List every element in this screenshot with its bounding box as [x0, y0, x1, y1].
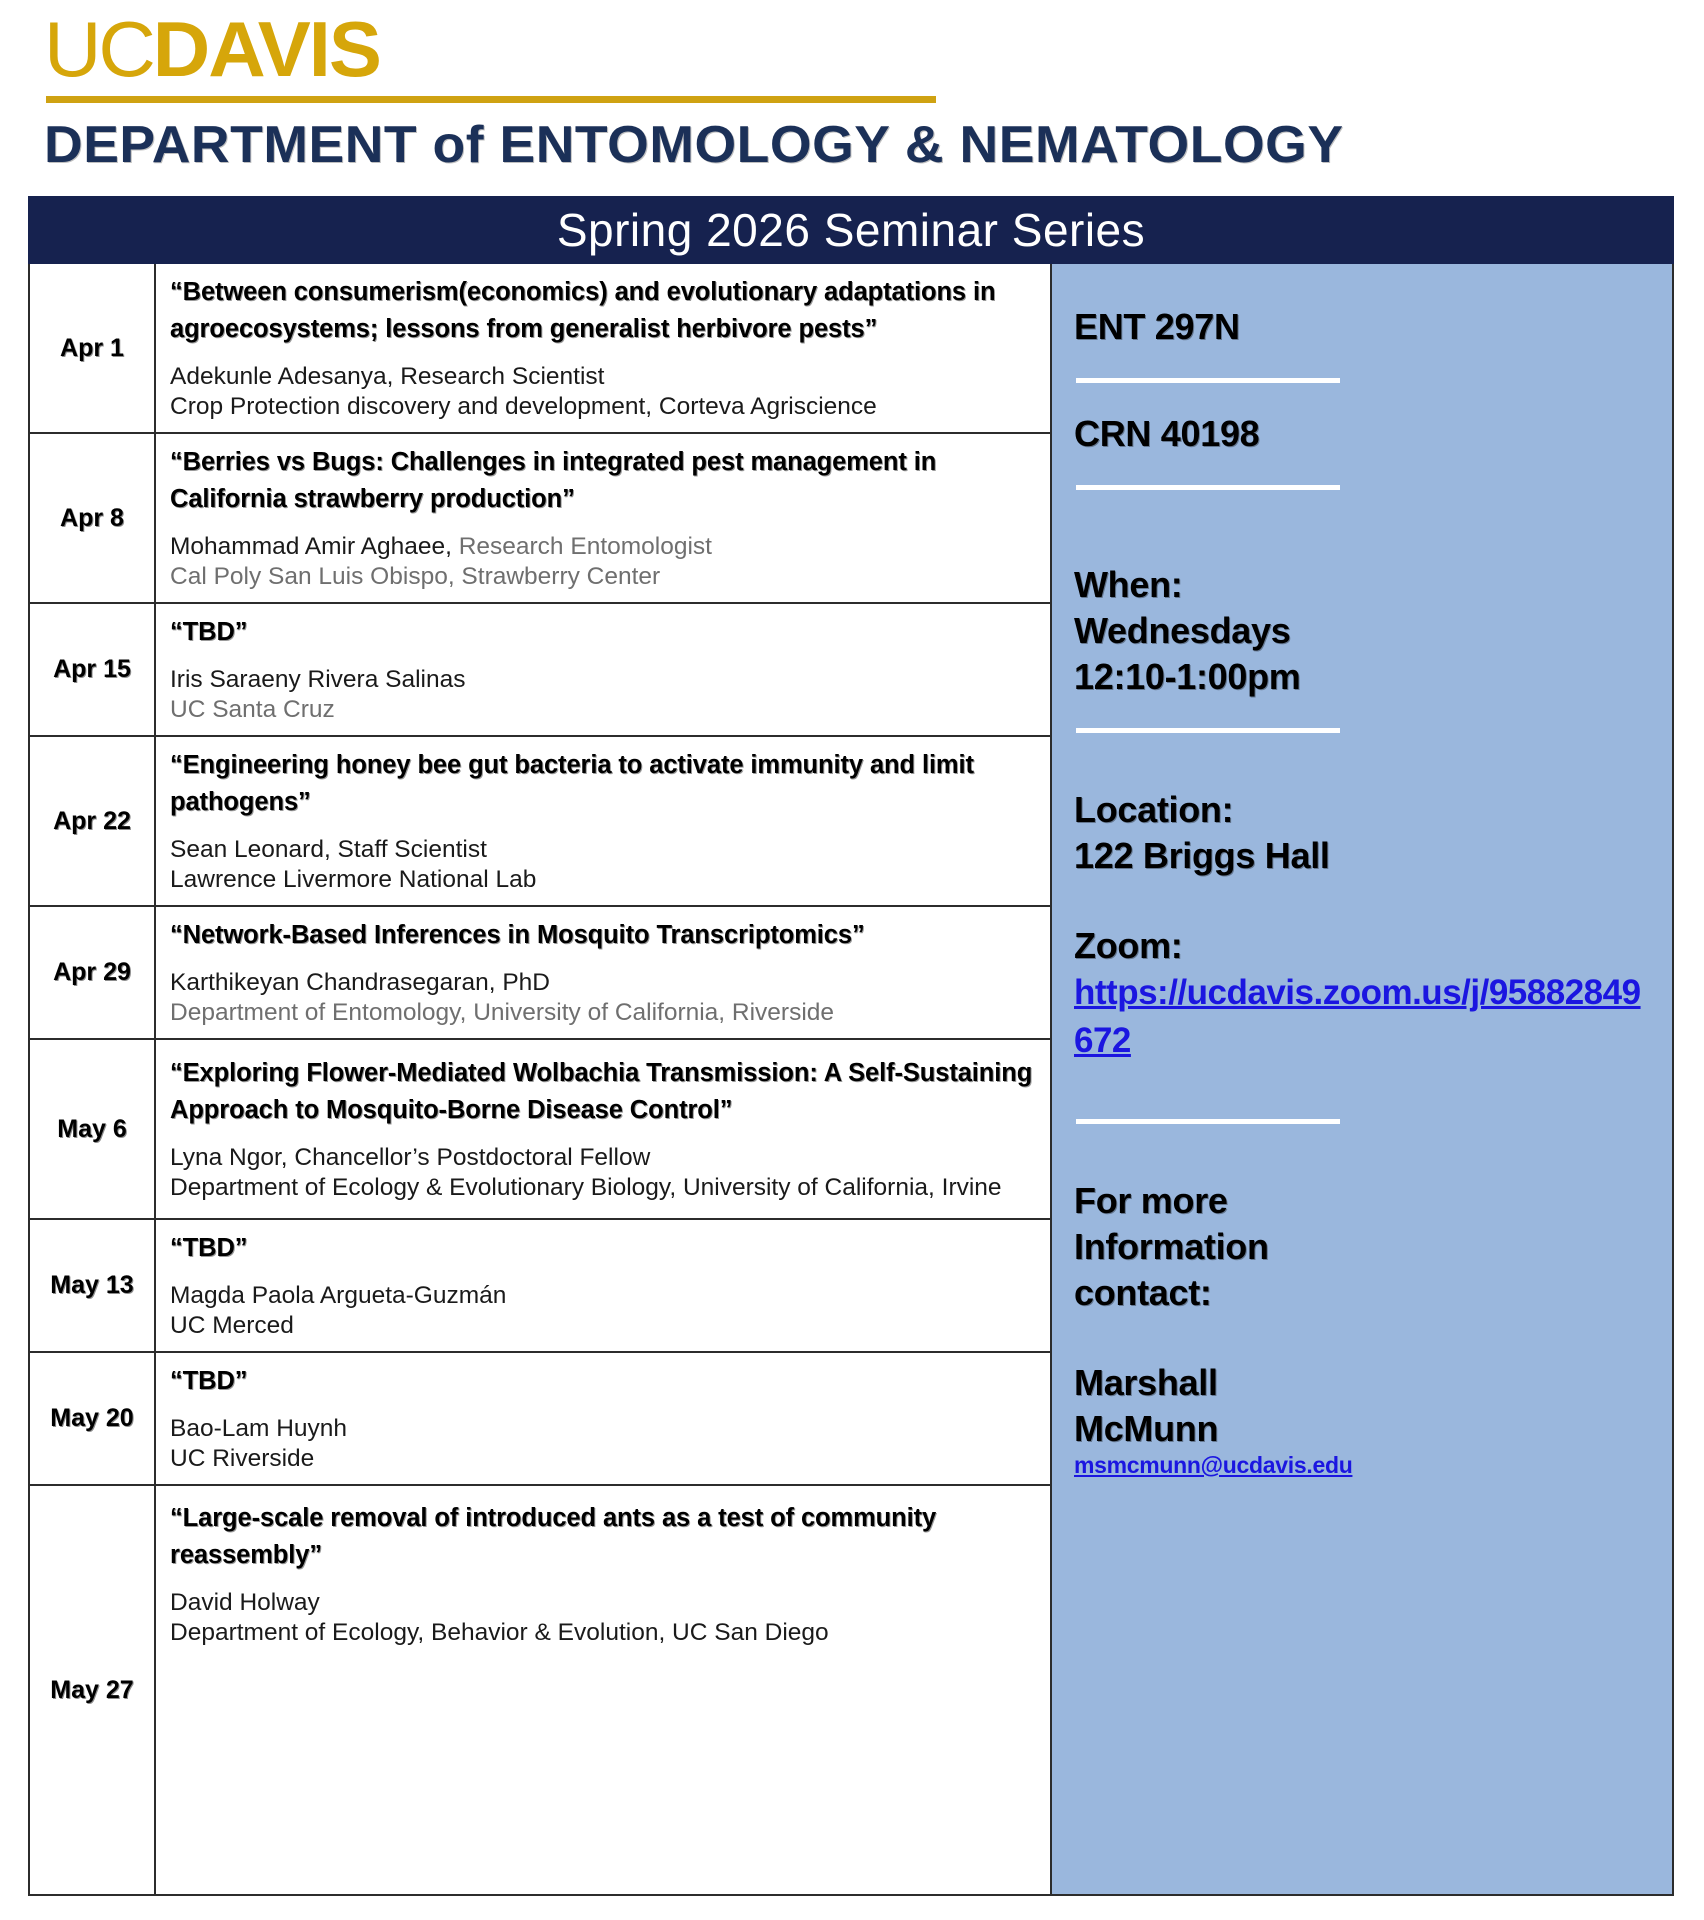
- course-crn: CRN 40198: [1074, 413, 1260, 454]
- talk-title: “Network-Based Inferences in Mosquito Transcriptomics”: [170, 921, 865, 949]
- speaker-affiliation: Department of Ecology, Behavior & Evolution, UC San Diego: [170, 1619, 829, 1646]
- uc-davis-logo-prefix: UC: [44, 5, 153, 93]
- contact-label-line1: For more: [1074, 1180, 1228, 1221]
- zoom-link[interactable]: https://ucdavis.zoom.us/j/95882849672: [1074, 973, 1641, 1060]
- spacer: [1074, 518, 1648, 562]
- table-row: [30, 1353, 1050, 1486]
- row-details: [156, 1486, 1050, 1894]
- speaker-affiliation: UC Merced: [170, 1312, 294, 1339]
- row-details: [156, 1220, 1050, 1351]
- row-details: [156, 434, 1050, 602]
- table-row: [30, 264, 1050, 434]
- speaker-block: [170, 362, 1038, 422]
- speaker-block: [170, 1281, 1038, 1341]
- table-row: [30, 1220, 1050, 1353]
- speaker-affiliation: UC Santa Cruz: [170, 696, 335, 723]
- table-row: [30, 434, 1050, 604]
- table-row: [30, 907, 1050, 1040]
- speaker-affiliation: Cal Poly San Luis Obispo, Strawberry Center: [170, 563, 661, 590]
- location-label: Location:: [1074, 789, 1234, 830]
- spacer: [1074, 761, 1648, 787]
- speaker-name: Sean Leonard, Staff Scientist: [170, 836, 487, 863]
- speaker-affiliation: Crop Protection discovery and development, Corteva Agriscience: [170, 393, 877, 420]
- when-label: When:: [1074, 564, 1183, 605]
- row-date: Apr 15: [30, 604, 156, 735]
- row-details: [156, 1040, 1050, 1218]
- contact-name-line2: McMunn: [1074, 1408, 1219, 1449]
- speaker-name: Adekunle Adesanya, Research Scientist: [170, 363, 605, 390]
- speaker-block: [170, 665, 1038, 725]
- spacer: [1074, 879, 1648, 923]
- speaker-affiliation: Lawrence Livermore National Lab: [170, 866, 537, 893]
- seminar-sheet: [28, 264, 1674, 1896]
- row-date: Apr 8: [30, 434, 156, 602]
- speaker-role-text: Research Entomologist: [458, 533, 712, 560]
- speaker-block: [170, 1414, 1038, 1474]
- row-date: Apr 22: [30, 737, 156, 905]
- sidebar-divider: [1076, 1119, 1340, 1124]
- table-row: [30, 737, 1050, 907]
- branding-header: [0, 0, 1704, 173]
- sidebar-divider: [1076, 485, 1340, 490]
- speaker-name-text: Mohammad Amir Aghaee,: [170, 533, 459, 560]
- location-value: 122 Briggs Hall: [1074, 835, 1330, 876]
- speaker-affiliation: Department of Entomology, University of California, Riverside: [170, 999, 835, 1026]
- schedule-table: [30, 264, 1052, 1894]
- speaker-name: Karthikeyan Chandrasegaran, PhD: [170, 969, 550, 996]
- talk-title: “TBD”: [170, 1234, 248, 1262]
- row-date: Apr 29: [30, 907, 156, 1038]
- speaker-affiliation: Department of Ecology & Evolutionary Biology, University of California, Irvine: [170, 1174, 1002, 1201]
- row-date: May 13: [30, 1220, 156, 1351]
- speaker-block: [170, 1143, 1038, 1203]
- speaker-name: Bao-Lam Huynh: [170, 1415, 348, 1442]
- speaker-block: [170, 532, 1038, 592]
- row-details: [156, 1353, 1050, 1484]
- talk-title: “Engineering honey bee gut bacteria to activate immunity and limit pathogens”: [170, 751, 974, 816]
- row-date: Apr 1: [30, 264, 156, 432]
- sidebar-divider: [1076, 728, 1340, 733]
- contact-label-line2: Information: [1074, 1226, 1269, 1267]
- talk-title: “Large-scale removal of introduced ants as a test of community reassembly”: [170, 1504, 937, 1569]
- table-row: [30, 604, 1050, 737]
- speaker-name: Lyna Ngor, Chancellor’s Postdoctoral Fellow: [170, 1144, 651, 1171]
- spacer: [1074, 1316, 1648, 1360]
- gold-divider-rule: [46, 96, 936, 103]
- page-title: Spring 2026 Seminar Series: [556, 204, 1146, 256]
- talk-title: “Berries vs Bugs: Challenges in integrated pest management in California strawberry production”: [170, 448, 937, 513]
- course-number: ENT 297N: [1074, 306, 1240, 347]
- when-day: Wednesdays: [1074, 610, 1291, 651]
- seminar-title-bar: [28, 196, 1674, 264]
- spacer: [1074, 1152, 1648, 1178]
- row-details: [156, 604, 1050, 735]
- table-row: [30, 1486, 1050, 1894]
- speaker-block: [170, 835, 1038, 895]
- uc-davis-logo: [44, 5, 380, 93]
- row-details: [156, 737, 1050, 905]
- uc-davis-logo-suffix: DAVIS: [152, 5, 380, 93]
- row-date: May 6: [30, 1040, 156, 1218]
- speaker-block: [170, 968, 1038, 1028]
- speaker-name: David Holway: [170, 1589, 320, 1616]
- speaker-block: [170, 1588, 1038, 1648]
- row-date: May 20: [30, 1353, 156, 1484]
- row-details: [156, 907, 1050, 1038]
- speaker-name: Magda Paola Argueta-Guzmán: [170, 1282, 507, 1309]
- talk-title: “TBD”: [170, 1367, 248, 1395]
- speaker-affiliation: UC Riverside: [170, 1445, 315, 1472]
- talk-title: “Between consumerism(economics) and evolutionary adaptations in agroecosystems; lessons from generalist herbivore pests”: [170, 278, 996, 343]
- talk-title: “TBD”: [170, 618, 248, 646]
- talk-title: “Exploring Flower-Mediated Wolbachia Transmission: A Self-Sustaining Approach to Mosquito-Borne Disease Control”: [170, 1059, 1033, 1124]
- sidebar-divider: [1076, 378, 1340, 383]
- speaker-name: [170, 532, 1038, 562]
- when-time: 12:10-1:00pm: [1074, 656, 1301, 697]
- zoom-label: Zoom:: [1074, 925, 1183, 966]
- speaker-name: Iris Saraeny Rivera Salinas: [170, 666, 466, 693]
- department-name: DEPARTMENT of ENTOMOLOGY & NEMATOLOGY: [44, 116, 1344, 174]
- row-details: [156, 264, 1050, 432]
- table-row: [30, 1040, 1050, 1220]
- info-sidebar: [1052, 264, 1672, 1894]
- contact-label-line3: contact:: [1074, 1272, 1212, 1313]
- contact-email-link[interactable]: msmcmunn@ucdavis.edu: [1074, 1452, 1353, 1478]
- contact-name-line1: Marshall: [1074, 1362, 1218, 1403]
- spacer: [1074, 1065, 1648, 1091]
- row-date: May 27: [30, 1486, 156, 1894]
